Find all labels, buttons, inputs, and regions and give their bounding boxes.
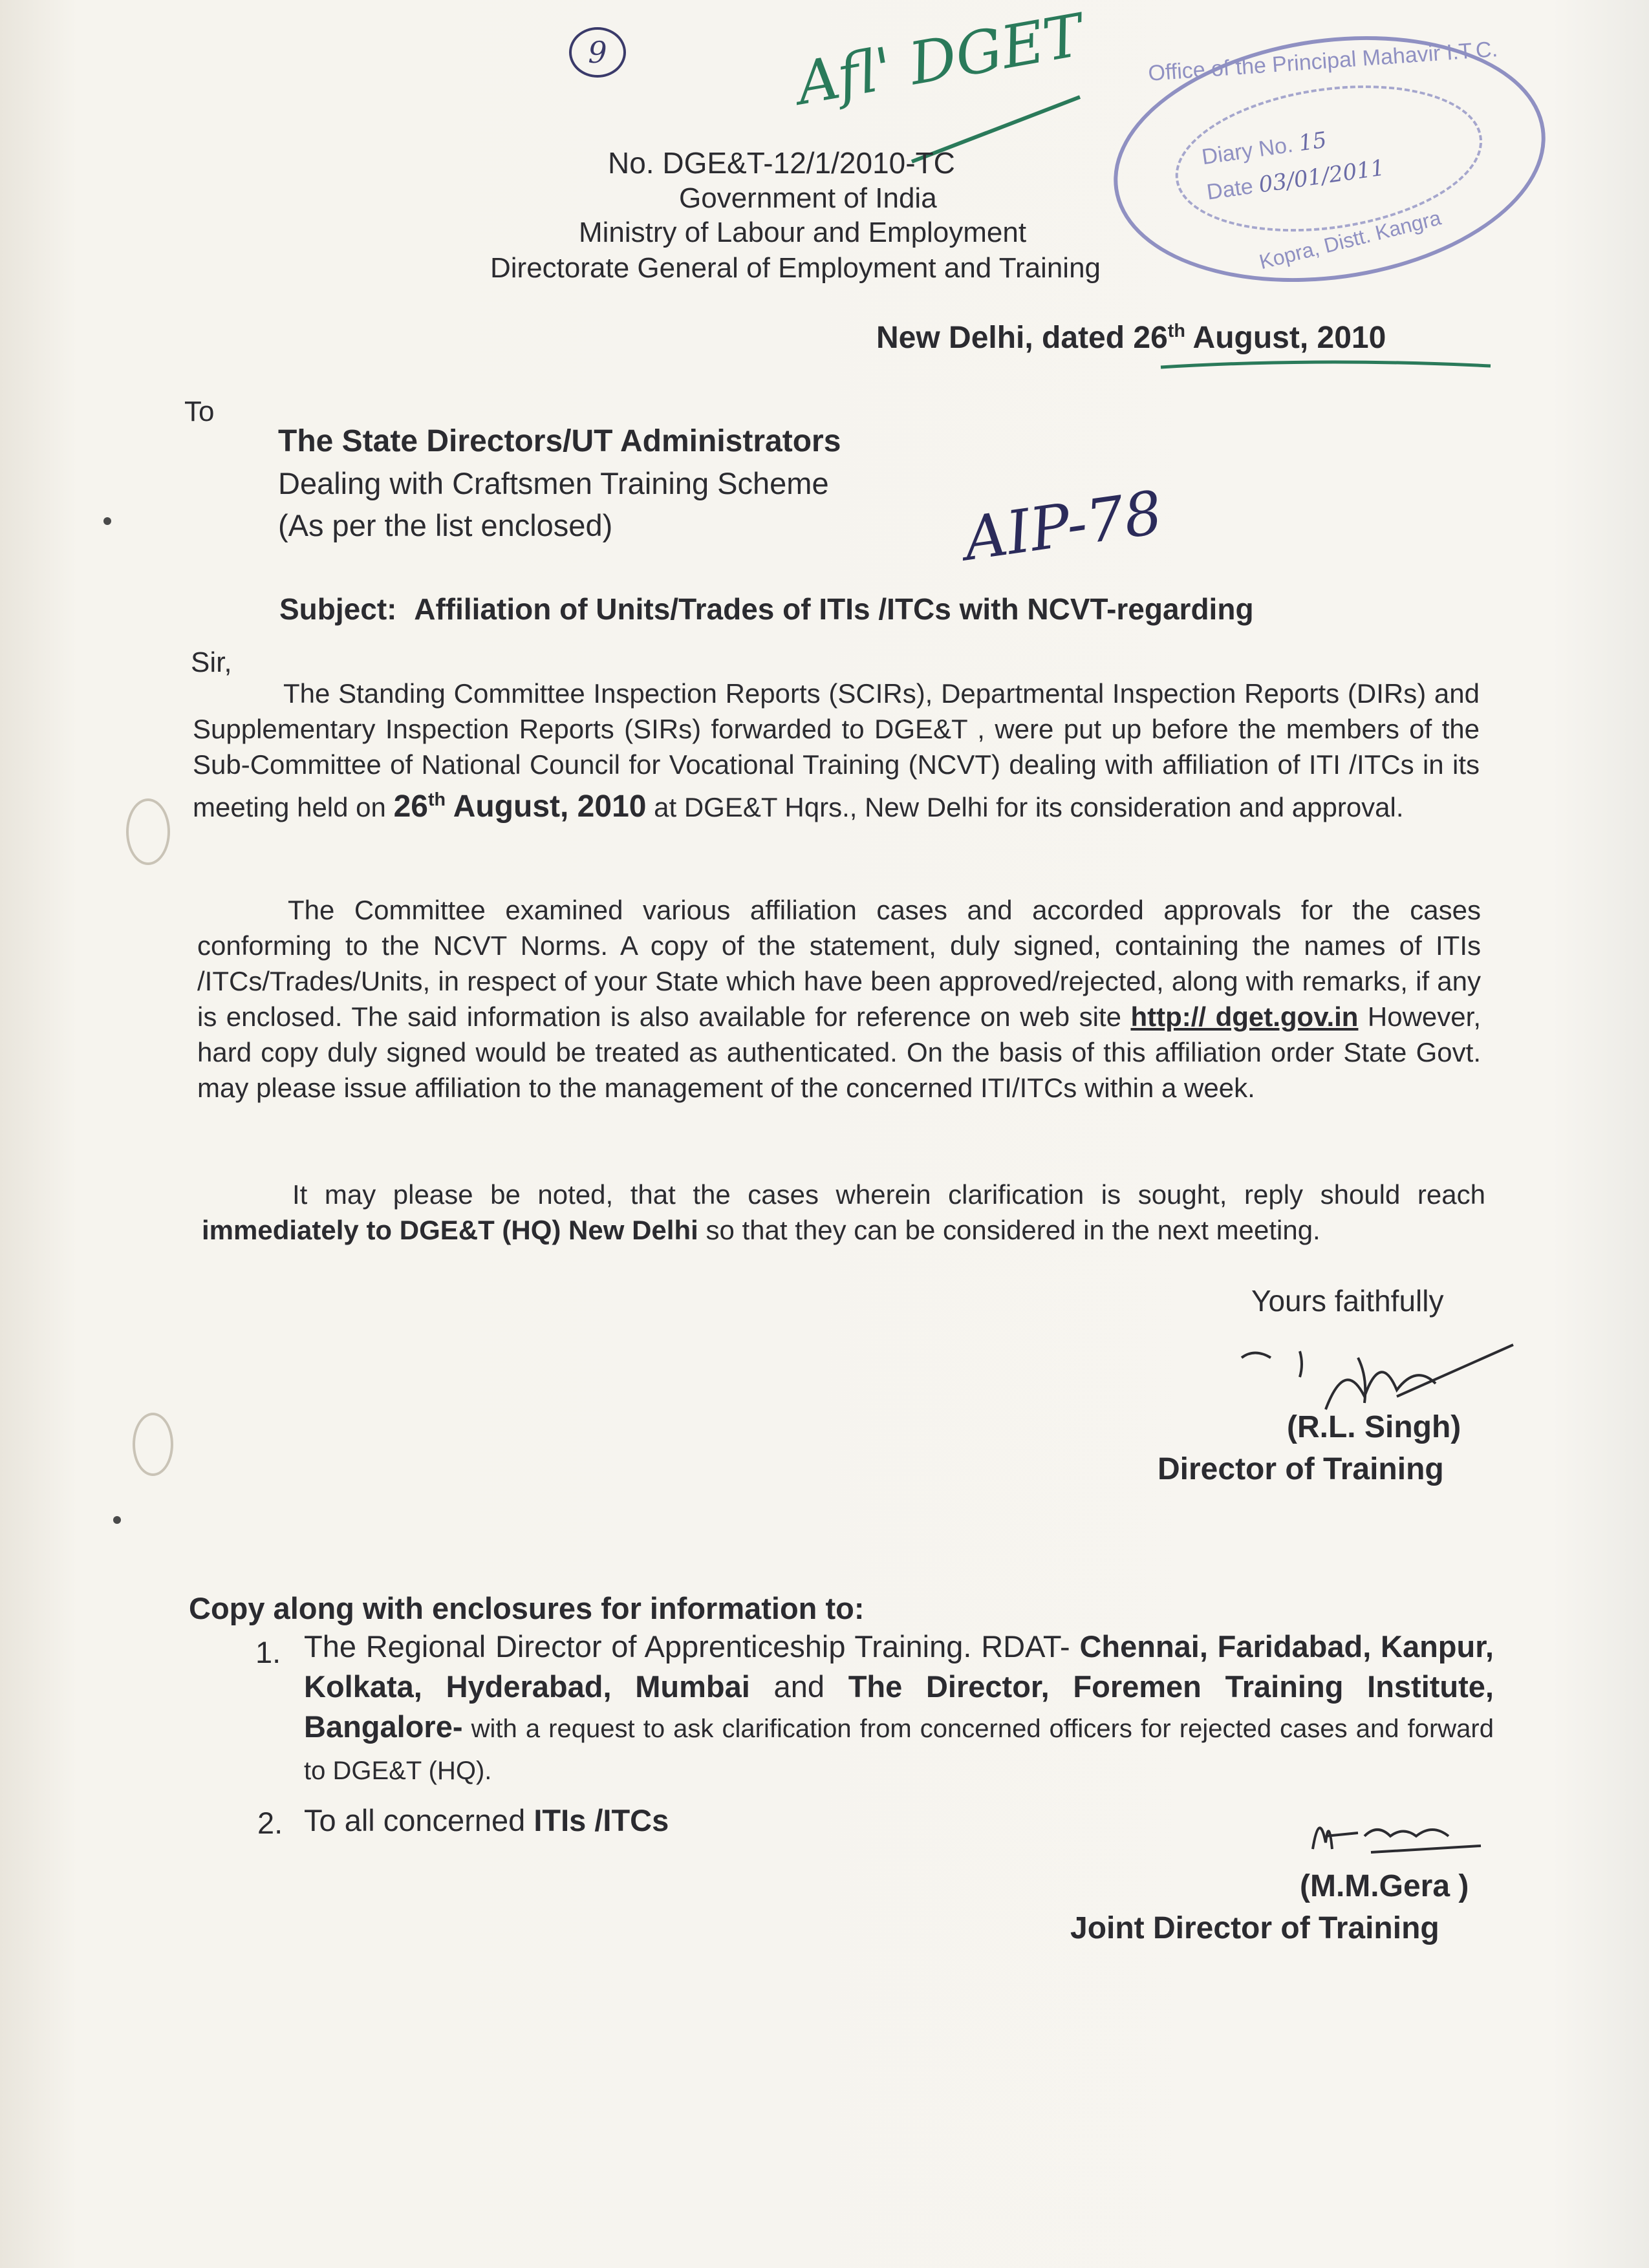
reference-number: No. DGE&T-12/1/2010-TC (608, 146, 955, 180)
copy-item-2 (304, 1803, 669, 1838)
stamp-date-label: Date (1205, 174, 1255, 205)
paragraph-3-text-b: so that they can be considered in the next meeting. (698, 1215, 1320, 1245)
ink-dot (103, 517, 111, 525)
paragraph-2-text-a: The Committee examined various affiliation cases and accorded approvals for the cases conforming to the NCVT Norms. A copy of the statement, duly signed, containing the names of ITIs /ITCs/Trades/Units, in respect of your State which have been approved/rejected, along with remarks, if any is enclosed. The said information is also available for reference on web site (197, 895, 1481, 1032)
signatory-title-1: Director of Training (1158, 1452, 1444, 1486)
header-government: Government of India (679, 182, 937, 214)
handwritten-note-top: Afl' DGET (792, 1, 1088, 118)
copy-item-1-director: The Director, Foremen Training Institute, Bangalore- (304, 1669, 1494, 1744)
subject-text: Affiliation of Units/Trades of ITIs /ITCs with NCVT-regarding (414, 592, 1254, 626)
addressee-line2: Dealing with Craftsmen Training Scheme (278, 466, 829, 500)
ink-dot (113, 1516, 121, 1524)
circled-number-text: 9 (588, 35, 607, 70)
paragraph-3-text-a: It may please be noted, that the cases wherein clarification is sought, reply should reach (292, 1179, 1485, 1210)
date-suffix-sup: th (1167, 321, 1185, 341)
copy-item-1-cities: Chennai, Faridabad, Kanpur, Kolkata, Hyderabad, Mumbai (304, 1629, 1494, 1704)
paragraph-3-bold: immediately to DGE&T (HQ) New Delhi (202, 1215, 698, 1245)
copy-item-2-bold: ITIs /ITCs (534, 1803, 669, 1837)
copy-heading: Copy along with enclosures for information to: (189, 1591, 865, 1625)
copy-item-1-text-c: with a request to ask clarification from concerned officers for rejected cases and forward to DGE&T (HQ). (304, 1715, 1494, 1785)
paragraph-1-date-sup: th (427, 789, 446, 810)
addressee: The State Directors/UT Administrators (278, 424, 841, 458)
date-line (876, 320, 1386, 356)
stamp-date-value: 03/01/2011 (1257, 155, 1386, 198)
paragraph-2 (197, 892, 1481, 1106)
date-prefix: New Delhi, dated 26 (876, 321, 1168, 355)
paragraph-3 (202, 1177, 1485, 1248)
header-directorate: Directorate General of Employment and Training (490, 252, 1101, 284)
office-stamp (1097, 10, 1561, 308)
signatory-title-2: Joint Director of Training (1070, 1911, 1439, 1945)
paragraph-1-text-b: at DGE&T Hqrs., New Delhi for its consideration and approval. (646, 792, 1404, 822)
handwritten-note-side: AIP-78 (960, 478, 1167, 574)
circled-number (569, 27, 626, 78)
copy-item-1-number: 1. (255, 1635, 281, 1669)
punch-hole (126, 798, 170, 865)
addressee-line3: (As per the list enclosed) (278, 508, 613, 542)
paragraph-1-date-tail: August, 2010 (446, 789, 647, 824)
subject-label: Subject: (279, 592, 397, 626)
salutation: Sir, (191, 647, 232, 678)
copy-item-1 (304, 1627, 1494, 1791)
dget-website-link[interactable]: http:// dget.gov.in (1130, 1001, 1359, 1032)
date-month-year: August, 2010 (1185, 321, 1386, 355)
signature-mm-gera (1300, 1797, 1494, 1868)
stamp-diary-label: Diary No. (1200, 132, 1295, 170)
copy-item-2-text: To all concerned (304, 1803, 534, 1837)
paragraph-1-text-a: The Standing Committee Inspection Reports (SCIRs), Departmental Inspection Reports (DIRs) and Supplementary Inspection Reports (SIRs) forwarded to DGE&T , were put up before the members of the Sub-Committee of National Council for Vocational Training (NCVT) dealing with affiliation of ITI /ITCs in its meeting held on (193, 678, 1480, 822)
stamp-top-text: Office of the Principal Mahavir I.T.C. (1147, 37, 1499, 86)
paragraph-1-date: 26 (393, 789, 428, 824)
closing: Yours faithfully (1251, 1284, 1444, 1318)
signatory-name-1: (R.L. Singh) (1287, 1410, 1461, 1444)
stamp-diary-number: 15 (1297, 127, 1329, 157)
signatory-name-2: (M.M.Gera ) (1300, 1869, 1469, 1903)
subject-line (279, 592, 1254, 626)
paragraph-1 (193, 676, 1480, 825)
date-underline-mark (1158, 354, 1494, 374)
copy-item-1-text-a: The Regional Director of Apprenticeship Training. RDAT- (304, 1629, 1080, 1664)
paragraph-2-text-b: However, hard copy duly signed would be treated as authenticated. On the basis of this affiliation order State Govt. may please issue affiliation to the management of the concerned ITI/ITCs within a week. (197, 1001, 1481, 1103)
copy-item-1-and: and (749, 1669, 848, 1704)
header-ministry: Ministry of Labour and Employment (579, 217, 1027, 248)
punch-hole (133, 1413, 173, 1476)
copy-item-2-number: 2. (257, 1806, 283, 1840)
stamp-bottom-text: Kopra, Distt. Kangra (1256, 206, 1443, 274)
to-label: To (184, 396, 215, 427)
